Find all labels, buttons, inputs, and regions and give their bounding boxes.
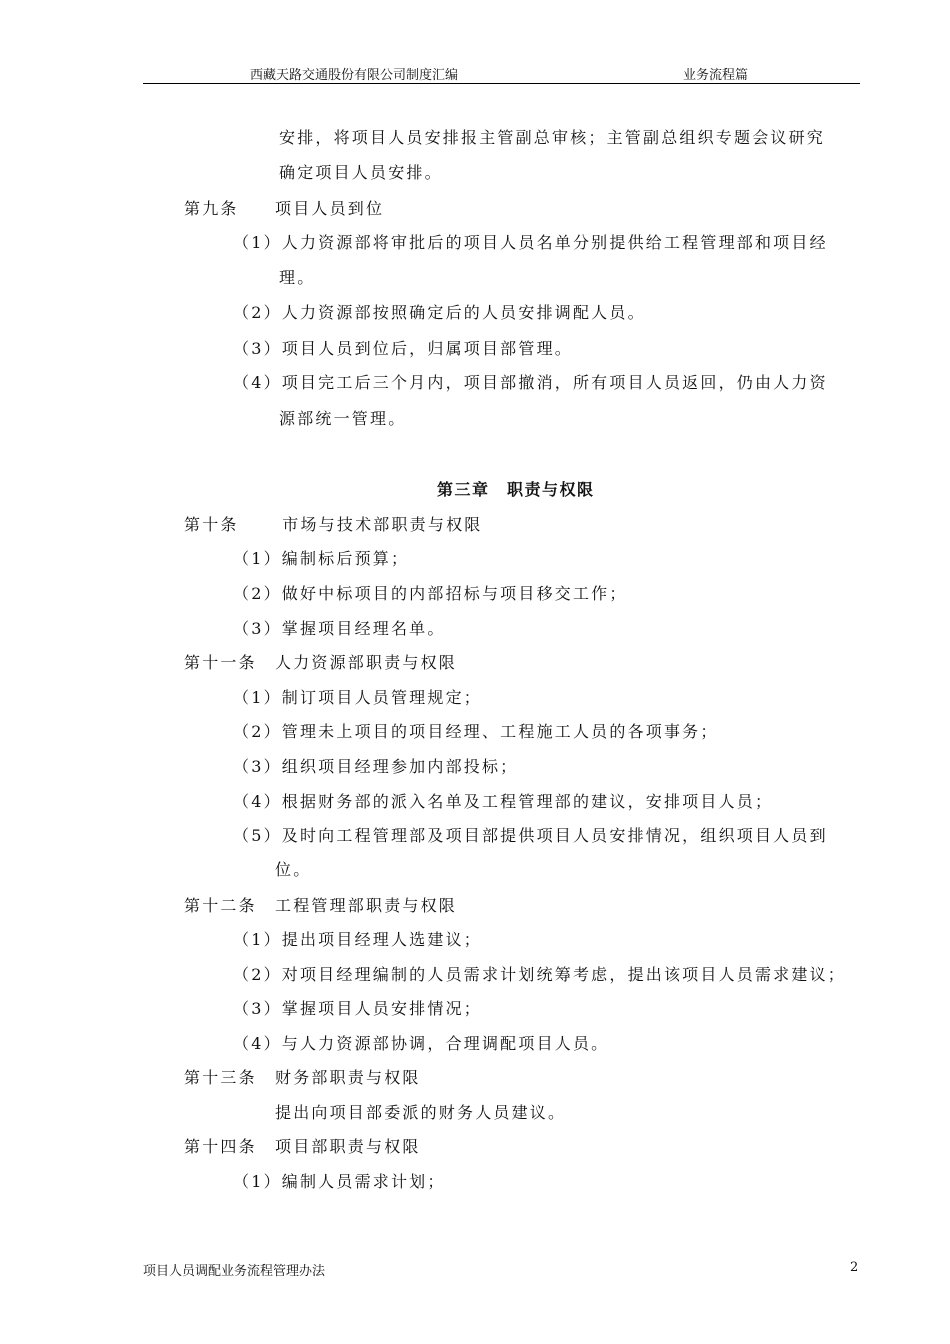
article-11-item-2: （2）管理未上项目的项目经理、工程施工人员的各项事务； xyxy=(233,722,719,741)
footer-doc-title: 项目人员调配业务流程管理办法 xyxy=(143,1264,326,1279)
article-9-item-1a: （1）人力资源部将审批后的项目人员名单分别提供给工程管理部和项目经 xyxy=(233,233,828,252)
article-14-title: 第十四条 项目部职责与权限 xyxy=(184,1137,421,1156)
article-12-item-1: （1）提出项目经理人选建议； xyxy=(233,930,482,949)
article-10-item-1: （1）编制标后预算； xyxy=(233,549,410,568)
article-11-item-1: （1）制订项目人员管理规定； xyxy=(233,688,482,707)
article-12-item-3: （3）掌握项目人员安排情况； xyxy=(233,999,482,1018)
article-11-item-3: （3）组织项目经理参加内部投标； xyxy=(233,757,519,776)
header-divider xyxy=(143,83,860,84)
article-11-item-5a: （5）及时向工程管理部及项目部提供项目人员安排情况，组织项目人员到 xyxy=(233,826,828,845)
article-10-title: 第十条 市场与技术部职责与权限 xyxy=(184,515,483,534)
article-11-item-4: （4）根据财务部的派入名单及工程管理部的建议，安排项目人员； xyxy=(233,792,774,811)
article-11-item-5b: 位。 xyxy=(275,860,312,879)
article-9-item-2: （2）人力资源部按照确定后的人员安排调配人员。 xyxy=(233,303,646,322)
article-14-item-1: （1）编制人员需求计划； xyxy=(233,1172,446,1191)
article-13-title: 第十三条 财务部职责与权限 xyxy=(184,1068,421,1087)
article-13-text: 提出向项目部委派的财务人员建议。 xyxy=(275,1103,567,1122)
article-9-item-4a: （4）项目完工后三个月内，项目部撤消，所有项目人员返回，仍由人力资 xyxy=(233,373,828,392)
page-header xyxy=(143,60,860,82)
article-9-item-4b: 源部统一管理。 xyxy=(279,409,407,428)
continued-line-1: 安排，将项目人员安排报主管副总审核；主管副总组织专题会议研究 xyxy=(279,128,826,147)
chapter-3-heading: 第三章 职责与权限 xyxy=(437,480,595,499)
article-9-item-3: （3）项目人员到位后，归属项目部管理。 xyxy=(233,339,573,358)
article-12-title: 第十二条 工程管理部职责与权限 xyxy=(184,896,458,915)
continued-line-2: 确定项目人员安排。 xyxy=(279,163,443,182)
footer-page-number: 2 xyxy=(850,1260,859,1275)
header-company: 西藏天路交通股份有限公司制度汇编 xyxy=(250,68,459,83)
article-11-title: 第十一条 人力资源部职责与权限 xyxy=(184,653,458,672)
article-10-item-3: （3）掌握项目经理名单。 xyxy=(233,619,446,638)
article-12-item-4: （4）与人力资源部协调，合理调配项目人员。 xyxy=(233,1034,610,1053)
article-9-title: 第九条 项目人员到位 xyxy=(184,199,385,218)
article-9-item-1b: 理。 xyxy=(279,268,316,287)
header-section: 业务流程篇 xyxy=(683,68,749,83)
article-10-item-2: （2）做好中标项目的内部招标与项目移交工作； xyxy=(233,584,628,603)
article-12-item-2: （2）对项目经理编制的人员需求计划统筹考虑，提出该项目人员需求建议； xyxy=(233,965,846,984)
